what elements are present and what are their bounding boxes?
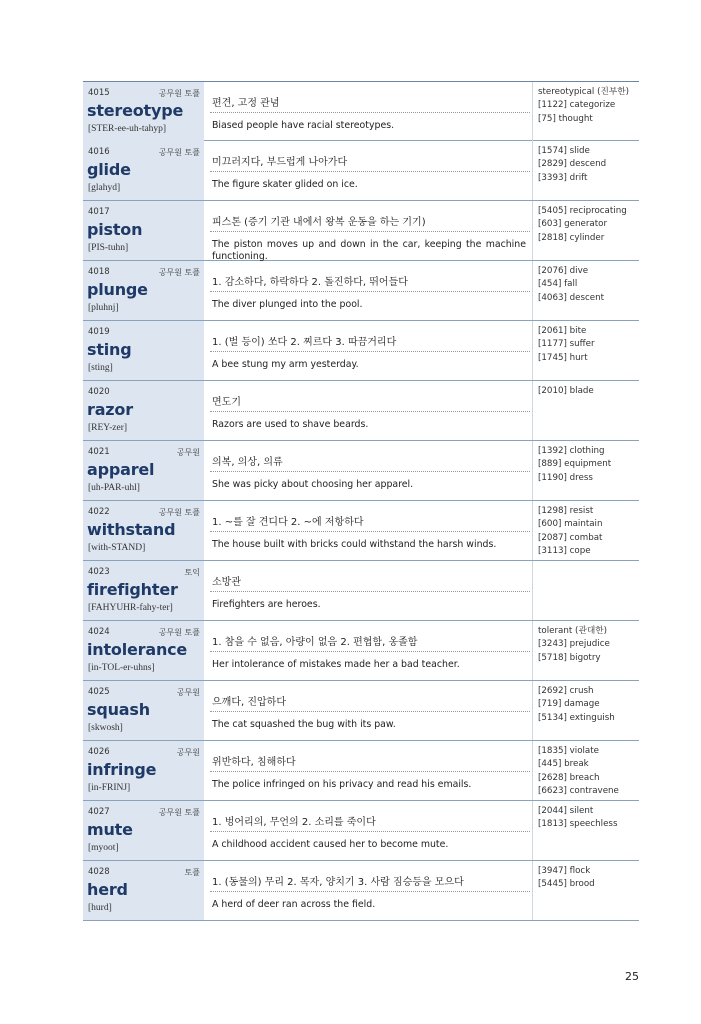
korean-meaning: 편견, 고정 관념: [212, 98, 280, 109]
entry-number: 4022: [88, 507, 110, 517]
exam-tags: 공무원 토플: [158, 808, 200, 817]
exam-tags: 공무원 토플: [158, 628, 200, 637]
related-words-cell: [532, 201, 640, 260]
related-word: [1190] dress: [538, 472, 593, 483]
headword: withstand: [87, 520, 176, 539]
vocab-entry: [83, 321, 639, 381]
pronunciation: [myoot]: [88, 843, 119, 853]
definition-cell: [204, 861, 532, 920]
related-word: [6623] contravene: [538, 785, 619, 796]
definition-cell: [204, 201, 532, 260]
related-word: [889] equipment: [538, 459, 612, 470]
definition-cell: [204, 441, 532, 500]
example-sentence: A bee stung my arm yesterday.: [212, 359, 359, 370]
related-word: [5718] bigotry: [538, 652, 601, 663]
exam-tags: 공무원 토플: [158, 89, 200, 98]
korean-meaning: 1. 참을 수 없음, 아량이 없음 2. 편협함, 옹졸함: [212, 637, 418, 648]
related-words-cell: [532, 441, 640, 500]
entry-number: 4024: [88, 627, 110, 637]
definition-cell: [204, 561, 532, 620]
page-number: 25: [625, 970, 639, 983]
headword: razor: [87, 400, 133, 419]
related-words-cell: [532, 141, 640, 200]
exam-tags: 공무원: [176, 688, 200, 697]
dotted-divider: [210, 591, 530, 592]
definition-cell: [204, 741, 532, 800]
related-words-list: [538, 865, 595, 892]
headword: piston: [87, 220, 143, 239]
definition-cell: [204, 501, 532, 560]
headword: herd: [87, 880, 128, 899]
vocab-entry: [83, 501, 639, 561]
pronunciation: [with-STAND]: [88, 543, 146, 553]
headword: stereotype: [87, 101, 184, 120]
dotted-divider: [210, 171, 530, 172]
related-word: [445] break: [538, 759, 589, 770]
vocab-entry: [83, 141, 639, 201]
headword: apparel: [87, 460, 155, 479]
example-sentence: She was picky about choosing her apparel.: [212, 479, 414, 490]
headword-cell: [83, 621, 204, 680]
related-word: [2061] bite: [538, 326, 587, 336]
pronunciation: [STER-ee-uh-tahyp]: [88, 124, 167, 134]
related-word: [4063] descent: [538, 292, 605, 303]
related-word: [2010] blade: [538, 386, 594, 396]
entry-number: 4019: [88, 327, 110, 337]
korean-meaning: 1. ~를 잘 견디다 2. ~에 저항하다: [212, 517, 364, 528]
vocab-entry: [83, 81, 639, 141]
headword-cell: [83, 201, 204, 260]
dotted-divider: [210, 831, 530, 832]
related-word: [719] damage: [538, 699, 600, 710]
related-words-list: [538, 685, 615, 725]
pronunciation: [FAHYUHR-fahy-ter]: [88, 603, 173, 613]
vocab-entry: [83, 561, 639, 621]
dotted-divider: [210, 651, 530, 652]
definition-cell: [204, 141, 532, 200]
entry-number: 4015: [88, 88, 110, 98]
entry-number: 4017: [88, 207, 110, 217]
vocab-entry: [83, 801, 639, 861]
korean-meaning: 의복, 의상, 의류: [212, 457, 283, 468]
headword: mute: [87, 820, 133, 839]
related-word: [454] fall: [538, 279, 578, 290]
entry-number: 4027: [88, 807, 110, 817]
related-words-cell: [532, 621, 640, 680]
dotted-divider: [210, 771, 530, 772]
related-word: [603] generator: [538, 219, 608, 230]
related-word: [1835] violate: [538, 746, 600, 756]
related-word: [1574] slide: [538, 146, 590, 156]
exam-tags: 공무원: [176, 748, 200, 757]
vocab-entry: [83, 681, 639, 741]
entry-number: 4018: [88, 267, 110, 277]
headword-cell: [83, 501, 204, 560]
example-sentence: The police infringed on his privacy and read his emails.: [212, 779, 472, 790]
related-words-cell: [532, 741, 640, 800]
headword: sting: [87, 340, 132, 359]
exam-tags: 공무원: [176, 448, 200, 457]
related-words-list: [538, 385, 594, 398]
exam-tags: 토플: [184, 868, 200, 877]
headword: squash: [87, 700, 150, 719]
related-word: [1122] categorize: [538, 100, 616, 111]
entry-number: 4016: [88, 147, 110, 157]
headword-cell: [83, 801, 204, 860]
pronunciation: [glahyd]: [88, 183, 121, 193]
pronunciation: [uh-PAR-uhl]: [88, 483, 140, 493]
related-words-cell: [532, 261, 640, 320]
definition-cell: [204, 681, 532, 740]
related-words-list: [538, 805, 617, 832]
vocab-entry: [83, 261, 639, 321]
pronunciation: [REY-zer]: [88, 423, 128, 433]
headword-cell: [83, 82, 204, 141]
related-words-list: [538, 745, 619, 798]
related-words-cell: [532, 501, 640, 560]
korean-meaning: 소방관: [212, 577, 241, 588]
related-word: [3393] drift: [538, 172, 588, 183]
dotted-divider: [210, 531, 530, 532]
related-word: [3113] cope: [538, 545, 591, 556]
vocab-entry: [83, 381, 639, 441]
exam-tags: 공무원 토플: [158, 148, 200, 157]
vocab-entry: [83, 861, 639, 921]
related-words-list: [538, 265, 604, 305]
vocab-entry: [83, 201, 639, 261]
example-sentence: Razors are used to shave beards.: [212, 419, 369, 430]
headword: firefighter: [87, 580, 178, 599]
dotted-divider: [210, 411, 530, 412]
related-word: [1745] hurt: [538, 352, 588, 363]
vocab-entry: [83, 441, 639, 501]
headword: infringe: [87, 760, 157, 779]
exam-tags: 토익: [184, 568, 200, 577]
headword-cell: [83, 321, 204, 380]
related-words-list: [538, 145, 606, 185]
related-words-list: [538, 505, 602, 558]
related-words-cell: [532, 861, 640, 920]
example-sentence: Biased people have racial stereotypes.: [212, 120, 395, 131]
related-words-list: [538, 625, 610, 665]
definition-cell: [204, 801, 532, 860]
definition-cell: [204, 381, 532, 440]
related-word: [5405] reciprocating: [538, 206, 627, 216]
definition-cell: [204, 621, 532, 680]
definition-cell: [204, 82, 532, 141]
related-word: [2044] silent: [538, 806, 594, 816]
vocabulary-table: [83, 81, 639, 921]
related-word: [2087] combat: [538, 532, 603, 543]
example-sentence: The figure skater glided on ice.: [212, 179, 358, 190]
example-sentence: A herd of deer ran across the field.: [212, 899, 376, 910]
related-word: [3947] flock: [538, 866, 591, 876]
headword: plunge: [87, 280, 148, 299]
dotted-divider: [210, 351, 530, 352]
related-words-list: [538, 325, 595, 365]
related-words-list: [538, 445, 611, 485]
example-sentence: Firefighters are heroes.: [212, 599, 321, 610]
entry-number: 4028: [88, 867, 110, 877]
dotted-divider: [210, 891, 530, 892]
headword-cell: [83, 441, 204, 500]
entry-number: 4020: [88, 387, 110, 397]
headword-cell: [83, 681, 204, 740]
related-word: stereotypical (진부한): [538, 87, 630, 97]
related-word: [1813] speechless: [538, 819, 618, 830]
related-words-cell: [532, 82, 640, 141]
dotted-divider: [210, 112, 530, 113]
related-word: tolerant (관대한): [538, 626, 608, 636]
entry-number: 4026: [88, 747, 110, 757]
entry-number: 4023: [88, 567, 110, 577]
korean-meaning: 피스톤 (증기 기관 내에서 왕복 운동을 하는 기기): [212, 217, 426, 228]
related-words-list: [538, 86, 629, 126]
korean-meaning: 1. (벌 등이) 쏘다 2. 찌르다 3. 따끔거리다: [212, 337, 397, 348]
related-words-cell: [532, 381, 640, 440]
headword-cell: [83, 261, 204, 320]
pronunciation: [pluhnj]: [88, 303, 119, 313]
pronunciation: [in-FRINJ]: [88, 783, 131, 793]
korean-meaning: 1. (동물의) 무리 2. 목자, 양치기 3. 사람 짐승등을 모으다: [212, 877, 464, 888]
headword-cell: [83, 141, 204, 200]
related-word: [2628] breach: [538, 772, 600, 783]
dotted-divider: [210, 711, 530, 712]
related-word: [2829] descend: [538, 159, 607, 170]
example-sentence: Her intolerance of mistakes made her a bad teacher.: [212, 659, 460, 670]
example-sentence: The cat squashed the bug with its paw.: [212, 719, 396, 730]
related-words-cell: [532, 801, 640, 860]
example-sentence: The piston moves up and down in the car, keeping the machine functioning.: [212, 239, 526, 262]
example-sentence: The house built with bricks could withstand the harsh winds.: [212, 539, 497, 550]
headword: glide: [87, 160, 131, 179]
dotted-divider: [210, 231, 530, 232]
related-word: [75] thought: [538, 113, 593, 124]
headword-cell: [83, 381, 204, 440]
example-sentence: A childhood accident caused her to become mute.: [212, 839, 449, 850]
related-words-cell: [532, 321, 640, 380]
exam-tags: 공무원 토플: [158, 268, 200, 277]
exam-tags: 공무원 토플: [158, 508, 200, 517]
related-word: [5445] brood: [538, 879, 595, 890]
definition-cell: [204, 261, 532, 320]
dotted-divider: [210, 291, 530, 292]
headword-cell: [83, 561, 204, 620]
related-word: [1298] resist: [538, 506, 594, 516]
entry-number: 4021: [88, 447, 110, 457]
related-word: [5134] extinguish: [538, 712, 615, 723]
korean-meaning: 면도기: [212, 397, 241, 408]
vocab-entry: [83, 741, 639, 801]
korean-meaning: 1. 감소하다, 하락하다 2. 돌진하다, 뛰어들다: [212, 277, 408, 288]
related-word: [2818] cylinder: [538, 232, 605, 243]
related-word: [2076] dive: [538, 266, 589, 276]
pronunciation: [hurd]: [88, 903, 112, 913]
korean-meaning: 미끄러지다, 부드럽게 나아가다: [212, 157, 348, 168]
related-words-cell: [532, 561, 640, 620]
pronunciation: [in-TOL-er-uhns]: [88, 663, 155, 673]
korean-meaning: 1. 벙어리의, 무언의 2. 소리를 죽이다: [212, 817, 376, 828]
korean-meaning: 위반하다, 침해하다: [212, 757, 296, 768]
related-word: [3243] prejudice: [538, 639, 610, 650]
vocab-entry: [83, 621, 639, 681]
headword-cell: [83, 741, 204, 800]
korean-meaning: 으깨다, 진압하다: [212, 697, 286, 708]
entry-number: 4025: [88, 687, 110, 697]
related-words-cell: [532, 681, 640, 740]
definition-cell: [204, 321, 532, 380]
example-sentence: The diver plunged into the pool.: [212, 299, 363, 310]
dotted-divider: [210, 471, 530, 472]
pronunciation: [PIS-tuhn]: [88, 243, 129, 253]
headword: intolerance: [87, 640, 188, 659]
related-word: [1392] clothing: [538, 446, 605, 456]
headword-cell: [83, 861, 204, 920]
related-word: [1177] suffer: [538, 339, 595, 350]
pronunciation: [sting]: [88, 363, 113, 373]
pronunciation: [skwosh]: [88, 723, 123, 733]
related-words-list: [538, 205, 627, 245]
related-word: [600] maintain: [538, 519, 603, 530]
related-word: [2692] crush: [538, 686, 594, 696]
